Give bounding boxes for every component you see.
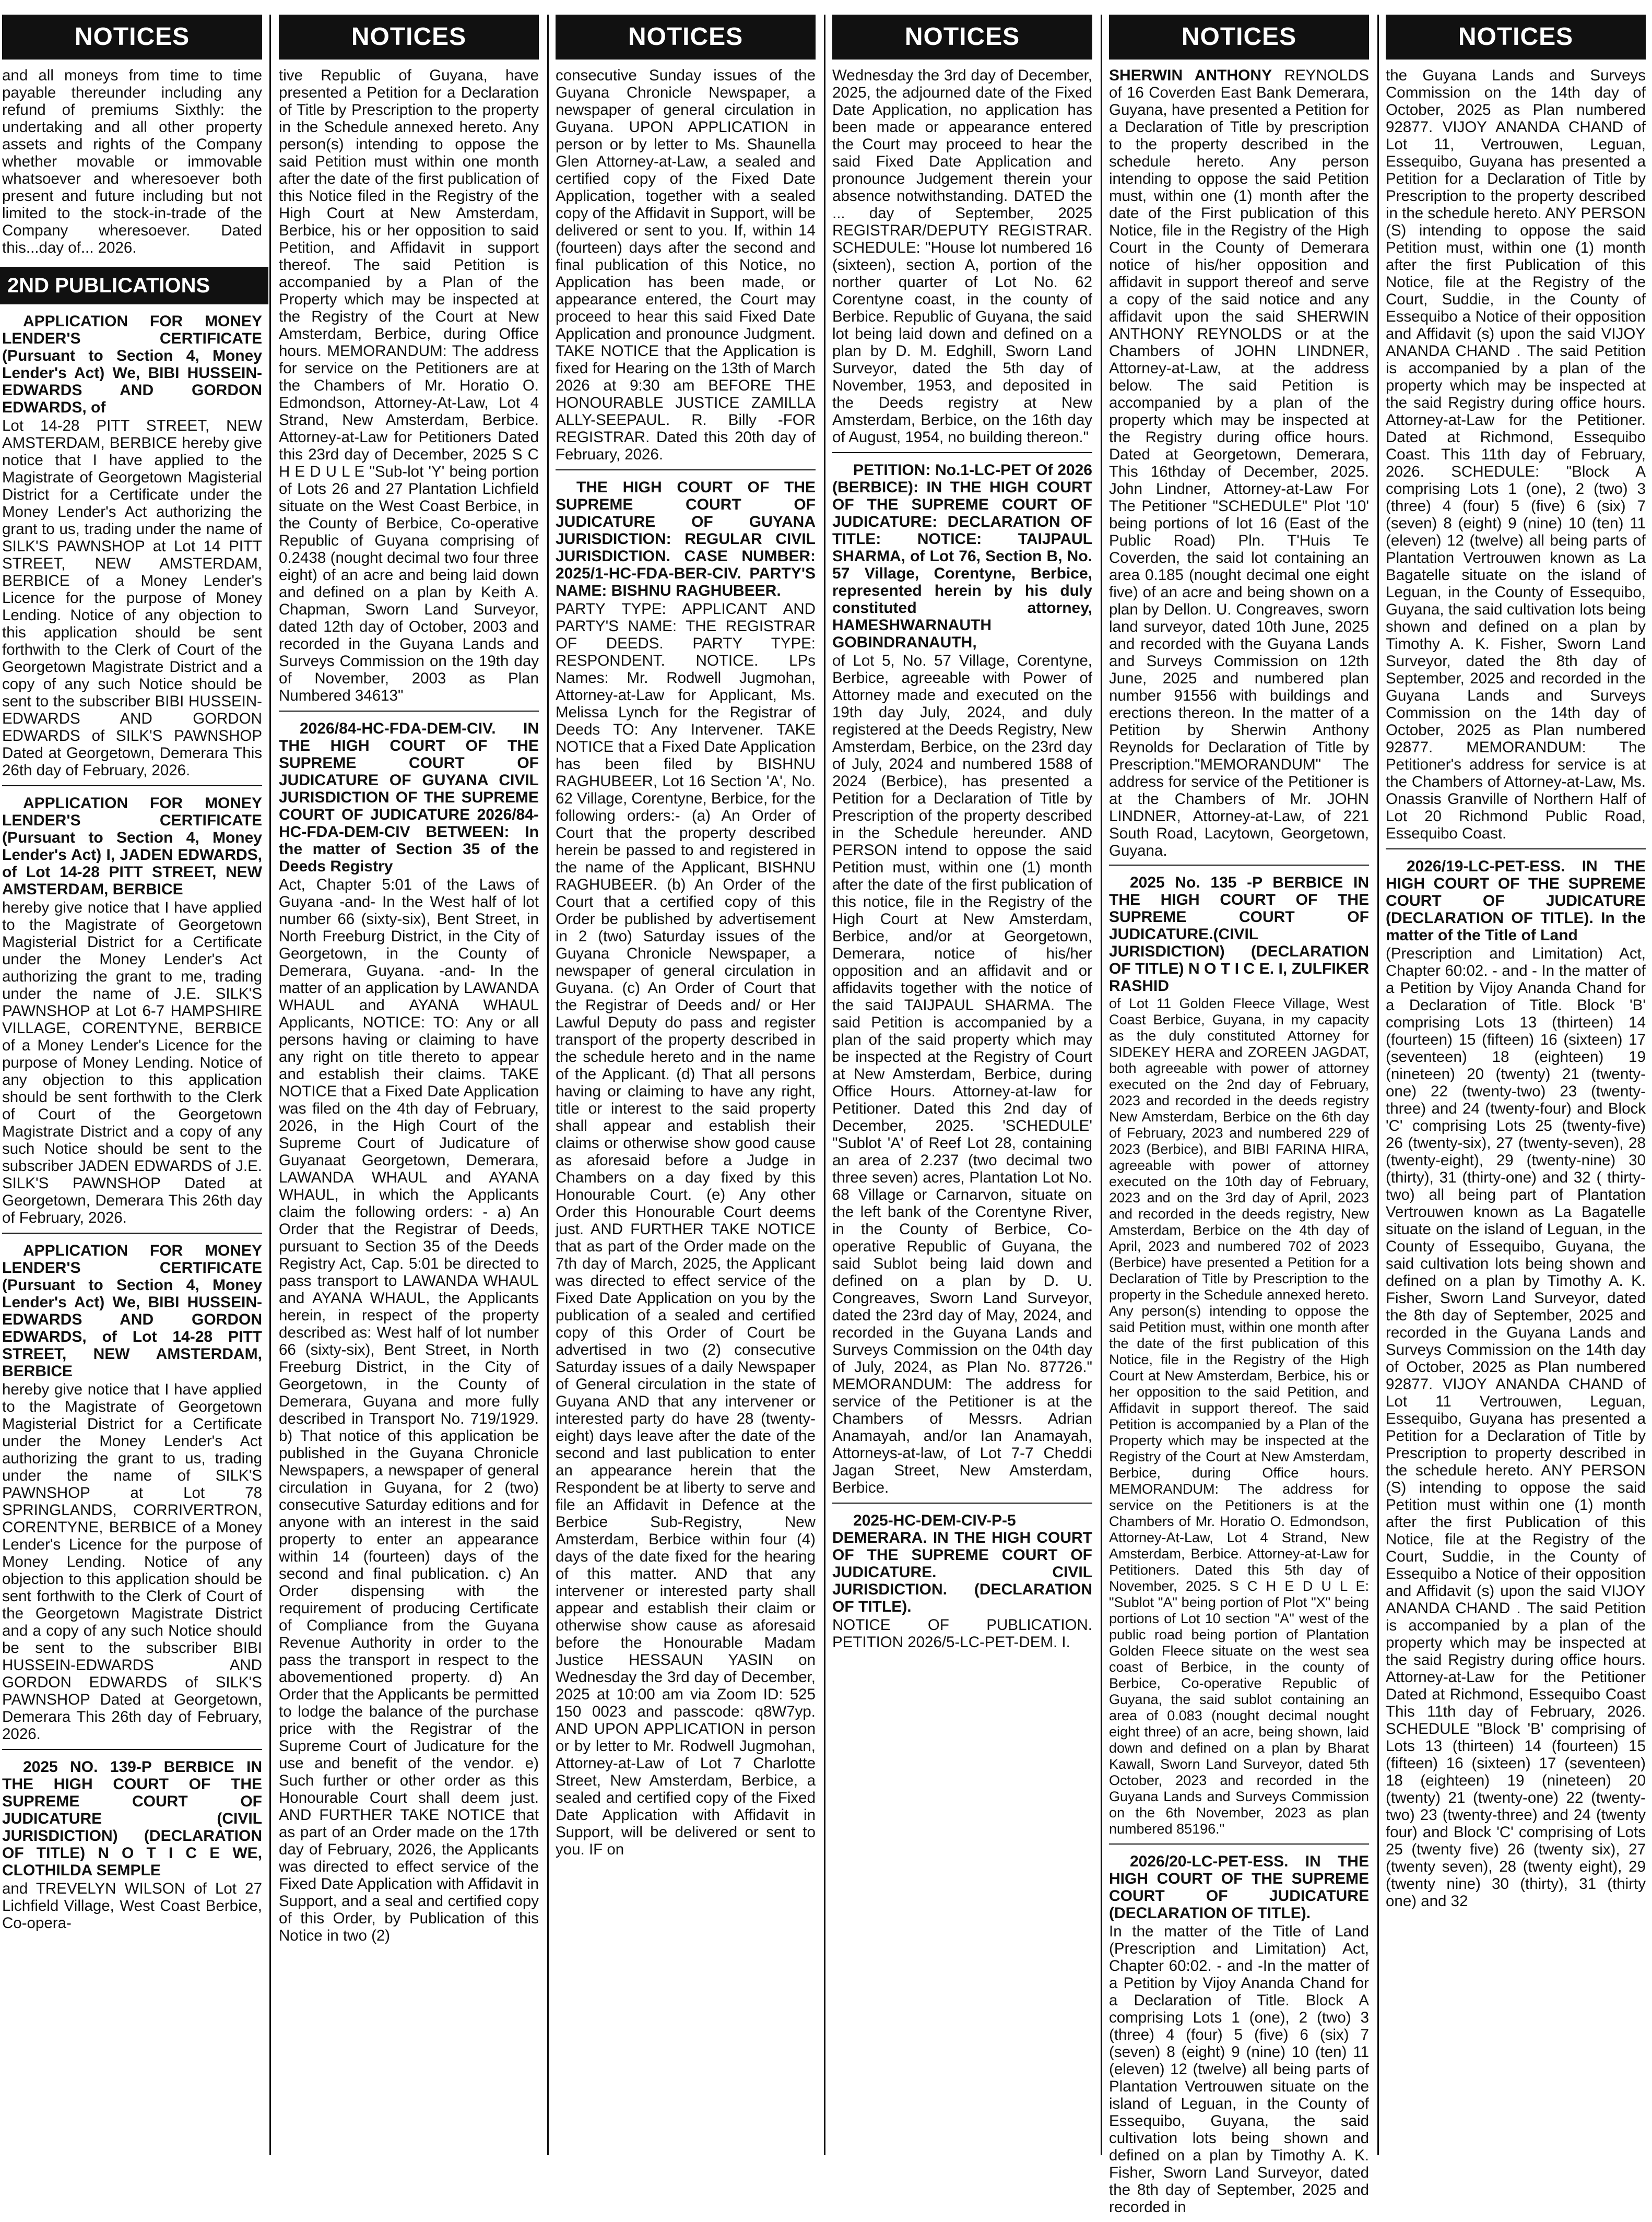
notice <box>2 1755 262 1938</box>
notice <box>2 310 262 786</box>
column-body <box>2 64 262 1938</box>
column-divider <box>1377 15 1379 2155</box>
notice-body: of Lot 5, No. 57 Village, Corentyne, Berbice, agreeable with Power of Attorney made and executed on the 19th day July, 2024, and duly registered at the Deeds Registry, New Amsterdam, Berbice, on the 23rd day of July, 2024 and numbered 1588 of 2024 (Berbice), has presented a Petition for a Declaration of Title by Prescription of the property described in the Schedule hereunder. AND PERSON intend to oppose the said Petition must, within one (1) month after the date of the first publication of this notice, file in the Registry of the High Court at New Amsterdam, Berbice, and/or at Georgetown, Demerara, notice of his/her opposition and an affidavit and or affidavits together with the notice of the said TAIJPAUL SHARMA. The said Petition is accompanied by a plan of the said property which may be inspected at the Registry of Court at New Amsterdam, Berbice, during Office Hours. Attorney-at-law for Petitioner. Dated this 2nd day of December, 2025. 'SCHEDULE' "Sublot 'A' of Reef Lot 28, containing an area of 2.237 (two decimal two three seven) acres, Plantation Lot No. 68 Village or Carnarvon, situate on the left bank of the Corentyne River, in the County of Berbice, Co-operative Republic of Guyana, the said Sublot being laid down and defined on a plan by D. U. Congreaves, Sworn Land Surveyor, dated the 23rd day of May, 2024, and recorded in the Guyana Lands and Surveys Commission on the 04th day of July, 2024, as Plan No. 87726." MEMORANDUM: The address for service of the Petitioner is at the Chambers of Messrs. Adrian Anamayah, and/or Ian Anamayah, Attorneys-at-law, of Lot 7-7 Cheddi Jagan Street, New Amsterdam, Berbice. <box>832 652 1092 1496</box>
notice <box>556 64 816 470</box>
notice-body: hereby give notice that I have applied to the Magistrate of Georgetown Magisterial District for a Certificate under the Money Lender's Act authorizing the grant to me, trading under the name of J.E. SILK'S PAWNSHOP at Lot 6-7 HAMPSHIRE VILLAGE, CORENTYNE, BERBICE of a Money Lender's Licence for the purpose of Money Lending. Notice of any objection to this application should be sent forthwith to the Clerk of Court of the Georgetown Magistrate District and a copy of any such Notice should be sent to the subscriber JADEN EDWARDS of J.E. SILK'S PAWNSHOP Dated at Georgetown, Demerara This 26th day of February, 2026. <box>2 899 262 1226</box>
column-divider <box>1101 15 1102 2155</box>
column-divider <box>547 15 549 2155</box>
column-1 <box>2 15 262 2155</box>
notice <box>1109 64 1369 866</box>
notice-heading: APPLICATION FOR MONEY LENDER'S CERTIFICATE (Pursuant to Section 4, Money Lender's Act) We, BIBI HUSSEIN-EDWARDS AND GORDON EDWARDS, of <box>2 313 262 416</box>
notice <box>832 1509 1092 1657</box>
column-6 <box>1386 15 1646 2155</box>
notice-heading: 2025 No. 135 -P BERBICE IN THE HIGH COURT OF THE SUPREME COURT OF JUDICATURE.(CIVIL JURISDICTION) (DECLARATION OF TITLE) N O T I C E. I, ZULFIKER RASHID <box>1109 874 1369 995</box>
notice-body: tive Republic of Guyana, have presented a Petition for a Declaration of Title by Prescription to the property in the Schedule annexed hereto. Any person(s) intending to oppose the said Petition must within one month after the date of the first publication of this Notice filed in the Registry of the High Court at New Amsterdam, Berbice, his or her opposition to said Petition, and Affidavit in support thereof. The said Petition is accompanied by a Plan of the Property which may be inspected at the Registry of the Court at New Amsterdam, Berbice, during Office hours. MEMORANDUM: The address for service on the Petitioners are at the Chambers of Mr. Horatio O. Edmondson, Attorney-At-Law, Lot 4 Strand, New Amsterdam, Berbice. Attorney-at-Law for Petitioners Dated this 23rd day of December, 2025 S C H E D U L E "Sub-lot 'Y' being portion of Lots 26 and 27 Plantation Lichfield situate on the West Coast Berbice, in the County of Berbice, Co-operative Republic of Guyana comprising of 0.2438 (nought decimal two four three eight) of an acre and being laid down and defined on a plan by Keith A. Chapman, Sworn Land Surveyor, dated 12th day of October, 2003 and recorded in the Guyana Lands and Surveys Commission on the 19th day of November, 2003 as Plan Numbered 34613" <box>279 67 539 704</box>
notice <box>279 64 539 712</box>
notice <box>832 64 1092 453</box>
column-divider <box>269 15 271 2155</box>
column-body <box>832 64 1092 1657</box>
notice-body: Act, Chapter 5:01 of the Laws of Guyana -and- In the West half of lot number 66 (sixty-six), Bent Street, in North Freeburg District, in the City of Georgetown, in the County of Demerara, Guyana. -and- In the matter of an application by LAWANDA WHAUL and AYANA WHAUL Applicants, NOTICE: TO: Any or all persons having or claiming to have any right on title thereto to appear and establish their claims. TAKE NOTICE that a Fixed Date Application was filed on the 4th day of February, 2026, in the High Court of the Supreme Court of Judicature of Guyanaat Georgetown, Demerara, LAWANDA WHAUL and AYANA WHAUL, in which the Applicants claim the following orders: - a) An Order that the Registrar of Deeds, pursuant to Section 35 of the Deeds Registry Act, Cap. 5:01 be directed to pass transport to LAWANDA WHAUL and AYANA WHAUL, the Applicants herein, in respect of the property described as: West half of lot number 66 (sixty-six), Bent Street, in North Freeburg District, in the City of Georgetown, in the County of Demerara, Guyana and more fully described in Transport No. 719/1929. b) That notice of this application be published in the Guyana Chronicle Newspapers, a newspaper of general circulation in Guyana, for 2 (two) consecutive Saturday editions and for anyone with an interest in the said property to enter an appearance within 14 (fourteen) days of the second and final publication. c) An Order dispensing with the requirement of producing Certificate of Compliance from the Guyana Revenue Authority in order to the pass the transport in respect to the abovementioned property. d) An Order that the Applicants be permitted to lodge the balance of the purchase price with the Registrar of the Supreme Court of Judicature for the use and benefit of the vendor. e) Such further or other order as this Honourable Court shall deem just. AND FURTHER TAKE NOTICE that as part of an Order made on the 17th day of February, 2026, the Applicants was directed to effect service of the Fixed Date Application with Affidavit in Support, and a seal and certified copy of this Order, by Publication of this Notice in two (2) <box>279 876 539 1944</box>
notice-body: (Prescription and Limitation) Act, Chapter 60:02. - and - In the matter of a Petition by Vijoy Ananda Chand for a Declaration of Title. Block 'B' comprising Lots 13 (thirteen) 14 (fourteen) 15 (fifteen) 16 (sixteen) 17 (seventeen) 18 (eighteen) 19 (nineteen) 20 (twenty) 21 (twenty-one) 22 (twenty-two) 23 (twenty-three) and 24 (twenty-four) and Block 'C' comprising Lots 25 (twenty-five) 26 (twenty-six), 27 (twenty-seven), 28 (twenty-eight), 29 (twenty-nine) 30 (thirty), 31 (thirty-one) and 32 ( thirty-two) all being part of Plantation Vertrouwen known as La Bagatelle situate on the island of Leguan, in the County of Essequibo, Guyana, the said cultivation lots being shown and defined on a plan by Timothy A. K. Fisher, Sworn Land Surveyor, dated the 8th day of September, 2025 and recorded in the Guyana Lands and Surveys Commission on the 14th day of October, 2025 as Plan numbered 92877. VIJOY ANANDA CHAND of Lot 11 Vertrouwen, Leguan, Essequibo, Guyana has presented a Petition for a Declaration of Title by Prescription to property described in the schedule hereto. ANY PERSON (S) intending to oppose the said Petition must within one (1) month after the first Publication of this Notice, file at the Registry of the Court, Suddie, in the County of Essequibo a Notice of their opposition and Affidavit (s) upon the said VIJOY ANANDA CHAND . The said Petition is accompanied by a plan of the property which may be inspected at the said Registry during office hours. Attorney-at-Law for the Petitioner Dated at Richmond, Essequibo Coast This 11th day of February, 2026. SCHEDULE "Block 'B' comprising of Lots 13 (thirteen) 14 (fourteen) 15 (fifteen) 16 (sixteen) 17 (seventeen) 18 (eighteen) 19 (nineteen) 20 (twenty) 21 (twenty-one) 22 (twenty-two) 23 (twenty-three) and 24 (twenty four) and Block 'C' comprising of Lots 25 (twenty five) 26 (twenty six), 27 (twenty seven), 28 (twenty eight), 29 (twenty nine) 30 (thirty), 31 (thirty one) and 32 <box>1386 945 1646 1910</box>
column-5 <box>1109 15 1369 2216</box>
column-header: NOTICES <box>2 15 262 60</box>
notice <box>832 458 1092 1504</box>
second-publications-bar: 2ND PUBLICATIONS <box>0 267 268 304</box>
column-body <box>1386 64 1646 1916</box>
notice <box>556 476 816 1864</box>
notice-heading: 2026/19-LC-PET-ESS. IN THE HIGH COURT OF THE SUPREME COURT OF JUDICATURE (DECLARATION OF TITLE). In the matter of the Title of Land <box>1386 858 1646 944</box>
column-header: NOTICES <box>832 15 1092 60</box>
notice <box>1109 871 1369 1845</box>
notice-heading: THE HIGH COURT OF THE SUPREME COURT OF JUDICATURE OF GUYANA JURISDICTION: REGULAR CIVIL JURISDICTION. CASE NUMBER: 2025/1-HC-FDA-BER-CIV. PARTY'S NAME: BISHNU RAGHUBEER. <box>556 479 816 599</box>
notice <box>2 64 262 263</box>
notice-heading: 2026/84-HC-FDA-DEM-CIV. IN THE HIGH COURT OF THE SUPREME COURT OF JUDICATURE OF GUYANA CIVIL JURISDICTION OF THE SUPREME COURT OF JUDICATURE 2026/84-HC-FDA-DEM-CIV BETWEEN: In the matter of Section 35 of the Deeds Registry <box>279 720 539 875</box>
notice-body: the Guyana Lands and Surveys Commission on the 14th day of October, 2025 as Plan numbered 92877. VIJOY ANANDA CHAND of Lot 11, Vertrouwen, Leguan, Essequibo, Guyana has presented a Petition for a Declaration of Title by Prescription to the property described in the schedule hereto. ANY PERSON (S) intending to oppose the said Petition must, within one (1) month after the first Publication of this Notice, file at the Registry of the Court, Suddie, in the County of Essequibo a Notice of their opposition and Affidavit (s) upon the said VIJOY ANANDA CHAND . The said Petition is accompanied by a plan of the property which may be inspected at the said Registry during office hours. Attorney-at-Law for the Petitioner. Dated at Richmond, Essequibo Coast. This 11th day of February, 2026. SCHEDULE: "Block A comprising Lots 1 (one), 2 (two) 3 (three) 4 (four) 5 (five) 6 (six) 7 (seven) 8 (eight) 9 (nine) 10 (ten) 11 (eleven) 12 (twelve) all being parts of Plantation Vertrouwen known as La Bagatelle situate on the island of Leguan, in the County of Essequibo, Guyana, the said cultivation lots being shown and defined on a plan by Timothy A. K. Fisher, Sworn Land Surveyor, dated the 8th day of September, 2025 and recorded in the Guyana Lands and Surveys Commission on the 14th day of October, 2025 as Plan numbered 92877. MEMORANDUM: The Petitioner's address for service is at the Chambers of Attorney-at-Law, Ms. Onassis Granville of Northern Half of Lot 20 Richmond Public Road, Essequibo Coast. <box>1386 67 1646 842</box>
column-body <box>556 64 816 1864</box>
notice-body: REYNOLDS of 16 Coverden East Bank Demerara, Guyana, have presented a Petition for a Declaration of Title by prescription to the property described in the schedule hereto. Any person intending to oppose the said Petition must, within one (1) month after the date of the First publication of this Notice, file in the Registry of the High Court in the County of Demerara notice of his/her opposition and affidavit in support thereof and serve a copy of the said notice and any affidavit upon the said SHERWIN ANTHONY REYNOLDS or at the Chambers of JOHN LINDNER, Attorney-at-Law, at the address below. The said Petition is accompanied by a plan of the property which may be inspected at the Registry during office hours. Dated at Georgetown, Demerara, This 16thday of December, 2025. John Lindner, Attorney-at-Law For The Petitioner "SCHEDULE" Plot '10' being portions of lot 16 (East of the Public Road) Pln. T'Huis Te Coverden, the said lot containing an area 0.185 (nought decimal one eight five) of an acre and being shown on a plan by Dellon. U. Congreaves, sworn land surveyor, dated 10th June, 2025 and recorded with the Guyana Lands and Surveys Commission on 12th June, 2025 and numbered plan number 91556 with buildings and erections thereon. In the matter of a Petition by Sherwin Anthony Reynolds for Declaration of Title by Prescription."MEMORANDUM" The address for service of the Petitioner is at the Chambers of Mr. JOHN LINDNER, Attorney-at-Law, of 221 South Road, Lacytown, Georgetown, Guyana. <box>1109 67 1369 859</box>
notice-heading: 2025-HC-DEM-CIV-P-5 DEMERARA. IN THE HIGH COURT OF THE SUPREME COURT OF JUDICATURE. CIVIL JURISDICTION. (DECLARATION OF TITLE). <box>832 1512 1092 1615</box>
notice <box>1109 1850 1369 2222</box>
notice-body: In the matter of the Title of Land (Prescription and Limitation) Act, Chapter 60:02. - and -In the matter of a Petition by Vijoy Ananda Chand for a Declaration of Title. Block A comprising Lots 1 (one), 2 (two) 3 (three) 4 (four) 5 (five) 6 (six) 7 (seven) 8 (eight) 9 (nine) 10 (ten) 11 (eleven) 12 (twelve) all being parts of Plantation Vertrouwen situate on the island of Leguan, in the County of Essequibo, Guyana, the said cultivation lots being shown and defined on a plan by Timothy A. K. Fisher, Sworn Land Surveyor, dated the 8th day of September, 2025 and recorded in <box>1109 1923 1369 2216</box>
column-body <box>279 64 539 1951</box>
notice-heading: PETITION: No.1-LC-PET Of 2026 (BERBICE): IN THE HIGH COURT OF THE SUPREME COURT OF JUDICATURE: DECLARATION OF TITLE: NOTICE: TAIJPAUL SHARMA, of Lot 76, Section B, No. 57 Village, Corentyne, Berbice, represented herein by his duly constituted attorney, HAMESHWARNAUTH GOBINDRANAUTH, <box>832 462 1092 651</box>
column-header: NOTICES <box>1386 15 1646 60</box>
notice-heading: 2025 NO. 139-P BERBICE IN THE HIGH COURT OF THE SUPREME COURT OF JUDICATURE (CIVIL JURISDICTION) (DECLARATION OF TITLE) N O T I C E WE, CLOTHILDA SEMPLE <box>2 1758 262 1879</box>
column-divider <box>824 15 825 2155</box>
notice-body: of Lot 11 Golden Fleece Village, West Coast Berbice, Guyana, in my capacity as the duly constituted Attorney for SIDEKEY HERA and ZOREEN JAGDAT, both agreeable with power of attorney executed on the 2nd day of February, 2023 and recorded in the deeds registry New Amsterdam, Berbice on the 6th day of February, 2023 and numbered 229 of 2023 (Berbice), and BIBI FARINA HIRA, agreeable with power of attorney executed on the 10th day of February, 2023 and on the 3rd day of April, 2023 and recorded in the deeds registry, New Amsterdam, Berbice on the 4th day of April, 2023 and numbered 702 of 2023 (Berbice) have presented a Petition for a Declaration of Title by Prescription to the property in the Schedule annexed hereto. Any person(s) intending to oppose the said Petition must, within one month after the date of the first publication of this Notice, file in the Registry of the High Court at New Amsterdam, Berbice, his or her opposition to the said Petition, and Affidavit in support thereof. The said Petition is accompanied by a Plan of the Property which may be inspected at the Registry of the Court at New Amsterdam, Berbice, during Office hours. MEMORANDUM: The address for service on the Petitioners is at the Chambers of Mr. Horatio O. Edmondson, Attorney-At-Law, Lot 4 Strand, New Amsterdam, Berbice. Attorney-at-Law for Petitioners. Dated this 5th day of November, 2025. S C H E D U L E: "Sublot "A" being portion of Plot "X" being portions of Lot 10 section "A" west of the public road being portion of Plantation Golden Fleece situate on the west sea coast of Berbice, in the county of Berbice, Co-operative Republic of Guyana, the said sublot containing an area of 0.083 (nought decimal nought eight three) of an acre, being shown, laid down and defined on a plan by Bharat Kawall, Sworn Land Surveyor, dated 5th October, 2023 and recorded in the Guyana Lands and Surveys Commission on the 6th November, 2023 as plan numbered 85196." <box>1109 996 1369 1837</box>
notice-body: NOTICE OF PUBLICATION. PETITION 2026/5-LC-PET-DEM. I. <box>832 1616 1092 1651</box>
notice-body: hereby give notice that I have applied to the Magistrate of Georgetown Magisterial District for a Certificate under the Money Lender's Act authorizing the grant to us, trading under the name of SILK'S PAWNSHOP at Lot 78 SPRINGLANDS, CORRIVERTRON, CORENTYNE, BERBICE of a Money Lender's Licence for the purpose of Money Lending. Notice of any objection to this application should be sent forthwith to the Clerk of Court of the Georgetown Magistrate District and a copy of any such Notice should be sent to the subscriber BIBI HUSSEIN-EDWARDS AND GORDON EDWARDS of SILK'S PAWNSHOP Dated at Georgetown, Demerara This 26th day of February, 2026. <box>2 1381 262 1743</box>
column-header: NOTICES <box>1109 15 1369 60</box>
notice-body: consecutive Sunday issues of the Guyana Chronicle Newspaper, a newspaper of general circulation in Guyana. UPON APPLICATION in person or by letter to Ms. Shaunella Glen Attorney-at-Law, a sealed and certified copy of the Fixed Date Application, together with a sealed copy of the Affidavit in Support, will be delivered or sent to you. If, within 14 (fourteen) days after the second and final publication of this Notice, no Application has been made, or appearance entered, the Court may proceed to hear this said Fixed Date Application and pronounce Judgment. TAKE NOTICE that the Application is fixed for Hearing on the 13th of March 2026 at 9:30 am BEFORE THE HONOURABLE JUSTICE ZAMILLA ALLY-SEEPAUL. R. Billy -FOR REGISTRAR. Dated this 20th day of February, 2026. <box>556 67 816 463</box>
column-2 <box>279 15 539 2155</box>
notice <box>2 791 262 1234</box>
column-header: NOTICES <box>556 15 816 60</box>
notice-heading: SHERWIN ANTHONY <box>1109 67 1272 84</box>
notice-heading: APPLICATION FOR MONEY LENDER'S CERTIFICATE (Pursuant to Section 4, Money Lender's Act) I, JADEN EDWARDS, of Lot 14-28 PITT STREET, NEW AMSTERDAM, BERBICE <box>2 795 262 898</box>
column-body <box>1109 64 1369 2222</box>
notice-heading: 2026/20-LC-PET-ESS. IN THE HIGH COURT OF THE SUPREME COURT OF JUDICATURE (DECLARATION OF TITLE). <box>1109 1853 1369 1922</box>
notice-body: PARTY TYPE: APPLICANT AND PARTY'S NAME: THE REGISTRAR OF DEEDS. PARTY TYPE: RESPONDENT. NOTICE. LPs Names: Mr. Rodwell Jugmohan, Attorney-at-Law for Applicant, Ms. Melissa Lynch for the Registrar of Deeds TO: Any Intervener. TAKE NOTICE that a Fixed Date Application has been filed by BISHNU RAGHUBEER, Lot 16 Section 'A', No. 62 Village, Corentyne, Berbice, for the following orders:- (a) An Order of Court that the property described herein be passed to and registered in the name of the Applicant, BISHNU RAGHUBEER. (b) An Order of the Court that a certified copy of this Order be published by advertisement in 2 (two) Saturday issues of the Guyana Chronicle Newspaper, a newspaper of general circulation in Guyana. (c) An Order of Court that the Registrar of Deeds and/ or Her Lawful Deputy do pass and register transport of the property described in the schedule hereto and in the name of the Applicant. (d) That all persons having or claiming to have any right, title or interest to the said property shall appear and establish their claims or otherwise show good cause as aforesaid before a Judge in Chambers on a day fixed by this Honourable Court. (e) Any other Order this Honourable Court deems just. AND FURTHER TAKE NOTICE that as part of the Order made on the 7th day of March, 2025, the Applicant was directed to effect service of the Fixed Date Application on you by the publication of a sealed and certified copy of this Order of Court be advertised in two (2) consecutive Saturday issues of a daily Newspaper of General circulation in the state of Guyana AND that any intervener or interested party do have 28 (twenty-eight) days leave after the date of the second and last publication to enter an appearance herein that the Respondent be at liberty to serve and file an Affidavit in Defence at the Berbice Sub-Registry, New Amsterdam, Berbice within four (4) days of the date fixed for the hearing of this matter. AND that any intervener or interested party shall appear and establish their claim or otherwise show cause as aforesaid before the Honourable Madam Justice HESSAUN YASIN on Wednesday the 3rd day of December, 2025 at 10:00 am via Zoom ID: 525 150 0023 and passcode: q8W7yp. AND UPON APPLICATION in person or by letter to Mr. Rodwell Jugmohan, Attorney-at-Law of Lot 7 Charlotte Street, New Amsterdam, Berbice, a sealed and certified copy of the Fixed Date Application with Affidavit in Support, will be delivered or sent to you. IF on <box>556 600 816 1858</box>
notice <box>2 1239 262 1750</box>
column-3 <box>556 15 816 2155</box>
column-4 <box>832 15 1092 2155</box>
notice <box>1386 64 1646 849</box>
column-header: NOTICES <box>279 15 539 60</box>
notice-body: Lot 14-28 PITT STREET, NEW AMSTERDAM, BERBICE hereby give notice that I have applied to the Magistrate of Georgetown Magisterial District for a Certificate under the Money Lender's Act authorizing the grant to us, trading under the name of SILK'S PAWNSHOP at Lot 14 PITT STREET, NEW AMSTERDAM, BERBICE of a Money Lender's Licence for the purpose of Money Lending. Notice of any objection to this application should be sent forthwith to the Clerk of Court of the Georgetown Magistrate District and a copy of any such Notice should be sent to the subscriber BIBI HUSSEIN-EDWARDS AND GORDON EDWARDS of SILK'S PAWNSHOP Dated at Georgetown, Demerara This 26th day of February, 2026. <box>2 417 262 779</box>
notice-heading: APPLICATION FOR MONEY LENDER'S CERTIFICATE (Pursuant to Section 4, Money Lender's Act) We, BIBI HUSSEIN-EDWARDS AND GORDON EDWARDS, of Lot 14-28 PITT STREET, NEW AMSTERDAM, BERBICE <box>2 1242 262 1380</box>
notice-body: and TREVELYN WILSON of Lot 27 Lichfield Village, West Coast Berbice, Co-opera- <box>2 1880 262 1932</box>
notice-body: and all moneys from time to time payable thereunder including any refund of premiums Sixthly: the undertaking and all other property assets and rights of the Company whether movable or immovable whatsoever and wheresoever both present and future including but not limited to the stock-in-trade of the Company wheresoever. Dated this...day of... 2026. <box>2 67 262 256</box>
notice-body: Wednesday the 3rd day of December, 2025, the adjourned date of the Fixed Date Application, no application has been made or appearance entered the Court may proceed to hear the said Fixed Date Application and pronounce Judgement therein your absence notwithstanding. DATED the ... day of September, 2025 REGISTRAR/DEPUTY REGISTRAR. SCHEDULE: "House lot numbered 16 (sixteen), section A, portion of the norther quarter of Lot No. 62 Corentyne coast, in the county of Berbice. Republic of Guyana, the said lot being laid down and defined on a plan by D. M. Edghill, Sworn Land Surveyor, dated the 5th day of November, 1953, and deposited in the Deeds registry at New Amsterdam, Berbice, on the 16th day of August, 1954, no building thereon." <box>832 67 1092 446</box>
notice <box>1386 855 1646 1916</box>
notice <box>279 717 539 1951</box>
